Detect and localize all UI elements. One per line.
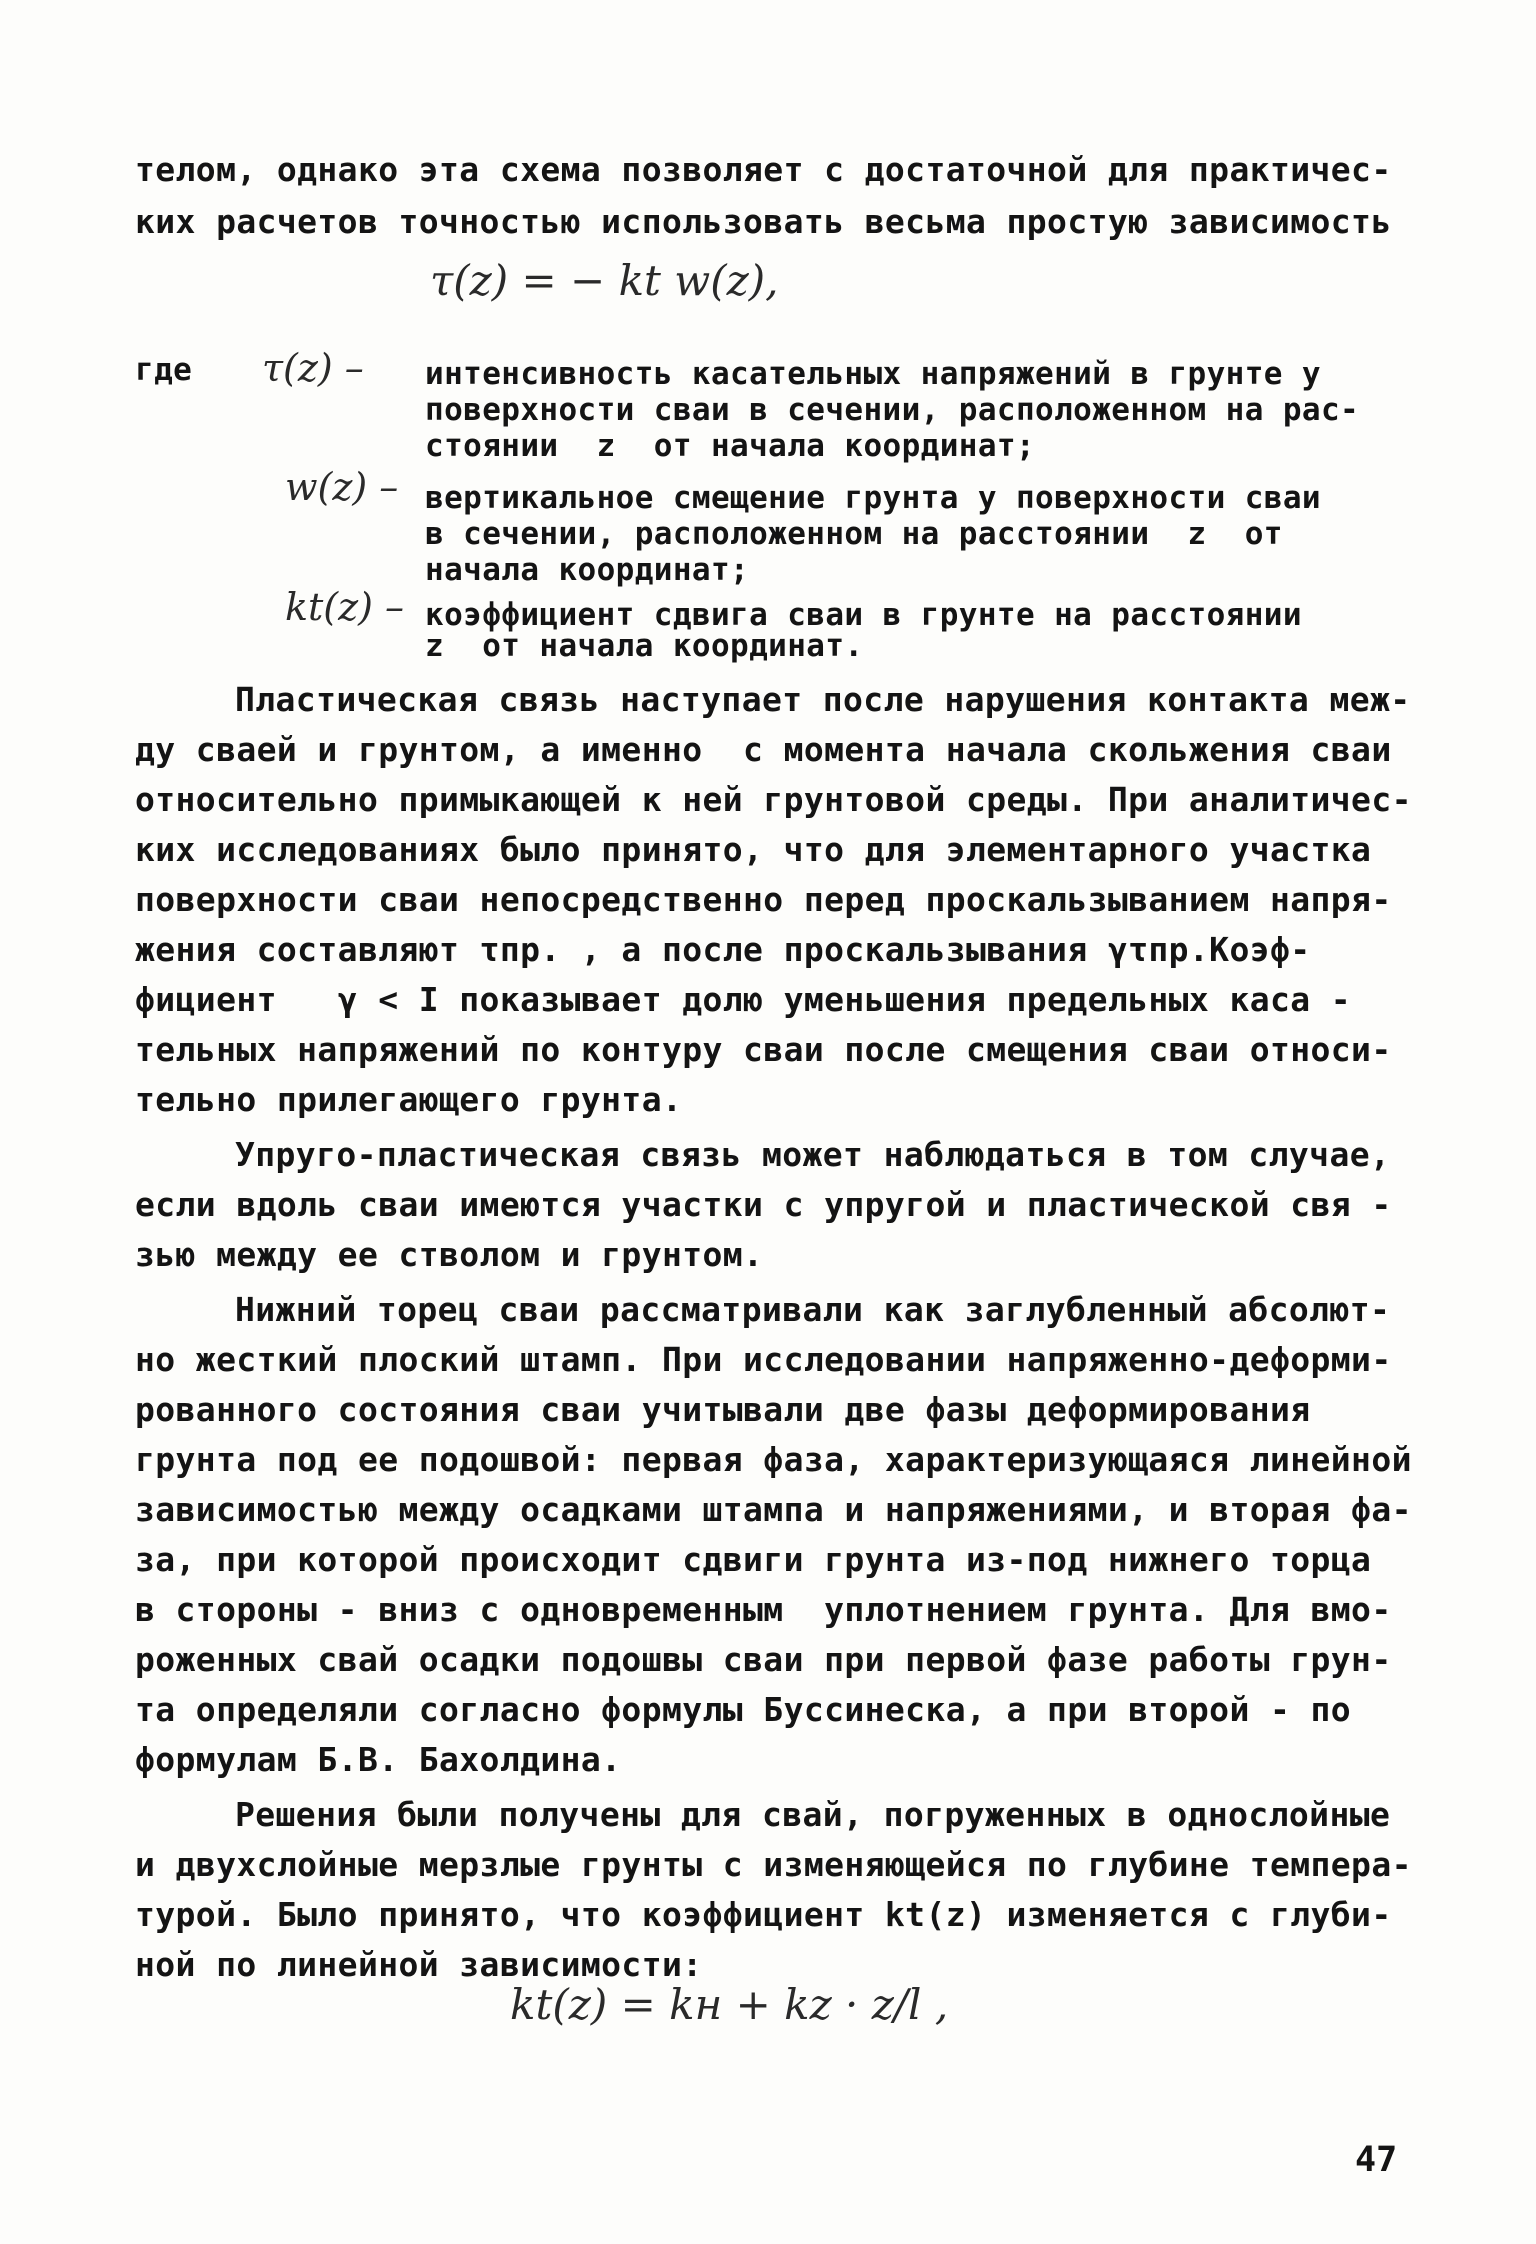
formula-tau: τ(z) = − kt w(z), (430, 256, 779, 305)
text-line: поверхности сваи непосредственно перед проскальзыванием напря- (135, 880, 1392, 919)
text-line: грунта под ее подошвой: первая фаза, характеризующаяся линейной (135, 1440, 1412, 1479)
text-line: ких расчетов точностью использовать весьма простую зависимость (135, 202, 1392, 241)
definition-line: коэффициент сдвига сваи в грунте на расстоянии (425, 597, 1302, 633)
page-number: 47 (1355, 2140, 1398, 2180)
text-line: относительно примыкающей к ней грунтовой среды. При аналитичес- (135, 780, 1412, 819)
definition-line: в сечении, расположенном на расстоянии z от (425, 516, 1283, 552)
text-line: роженных свай осадки подошвы сваи при первой фазе работы грун- (135, 1640, 1392, 1679)
text-line: за, при которой происходит сдвиги грунта из-под нижнего торца (135, 1540, 1372, 1579)
definition-line: z от начала координат. (425, 628, 864, 664)
text-line: в стороны - вниз с одновременным уплотнением грунта. Для вмо- (135, 1590, 1392, 1629)
text-line: ких исследованиях было принято, что для элементарного участка (135, 830, 1372, 869)
text-line: жения составляют τпр. , а после проскальзывания γτпр.Коэф- (135, 930, 1311, 969)
text-line: Нижний торец сваи рассматривали как заглубленный абсолют- (235, 1290, 1391, 1329)
text-line: зависимостью между осадками штампа и напряжениями, и вторая фа- (135, 1490, 1412, 1529)
text-line: телом, однако эта схема позволяет с достаточной для практичес- (135, 150, 1392, 189)
where-label: где (135, 352, 193, 388)
formula-kt: kt(z) = kн + kz · z/l , (510, 1980, 949, 2029)
text-line: формулам Б.В. Бахолдина. (135, 1740, 622, 1779)
text-line: фициент γ < I показывает долю уменьшения предельных каса - (135, 980, 1352, 1019)
definition-symbol: w(z) – (285, 465, 399, 509)
text-line: турой. Было принято, что коэффициент kt(z) изменяется с глуби- (135, 1895, 1392, 1934)
definition-symbol: kt(z) – (285, 585, 405, 629)
definition-line: начала координат; (425, 552, 750, 588)
text-line: Упруго-пластическая связь может наблюдаться в том случае, (235, 1135, 1391, 1174)
definition-symbol: τ(z) – (262, 346, 364, 390)
text-line: если вдоль сваи имеются участки с упругой и пластической свя - (135, 1185, 1392, 1224)
text-line: Решения были получены для свай, погруженных в однослойные (235, 1795, 1391, 1834)
text-line: но жесткий плоский штамп. При исследовании напряженно-деформи- (135, 1340, 1392, 1379)
text-line: рованного состояния сваи учитывали две фазы деформирования (135, 1390, 1311, 1429)
text-line: Пластическая связь наступает после нарушения контакта меж- (235, 680, 1411, 719)
text-line: ной по линейной зависимости: (135, 1945, 703, 1984)
definition-line: интенсивность касательных напряжений в грунте у (425, 356, 1321, 392)
definition-line: поверхности сваи в сечении, расположенном на рас- (425, 392, 1360, 428)
text-line: зью между ее стволом и грунтом. (135, 1235, 764, 1274)
text-line: та определяли согласно формулы Буссинеска, а при второй - по (135, 1690, 1352, 1729)
definition-line: вертикальное смещение грунта у поверхности сваи (425, 480, 1321, 516)
text-line: тельных напряжений по контуру сваи после смещения сваи относи- (135, 1030, 1392, 1069)
text-line: ду сваей и грунтом, а именно с момента начала скольжения сваи (135, 730, 1392, 769)
text-line: тельно прилегающего грунта. (135, 1080, 683, 1119)
text-line: и двухслойные мерзлые грунты с изменяющейся по глубине темпера- (135, 1845, 1412, 1884)
definition-line: стоянии z от начала координат; (425, 428, 1036, 464)
